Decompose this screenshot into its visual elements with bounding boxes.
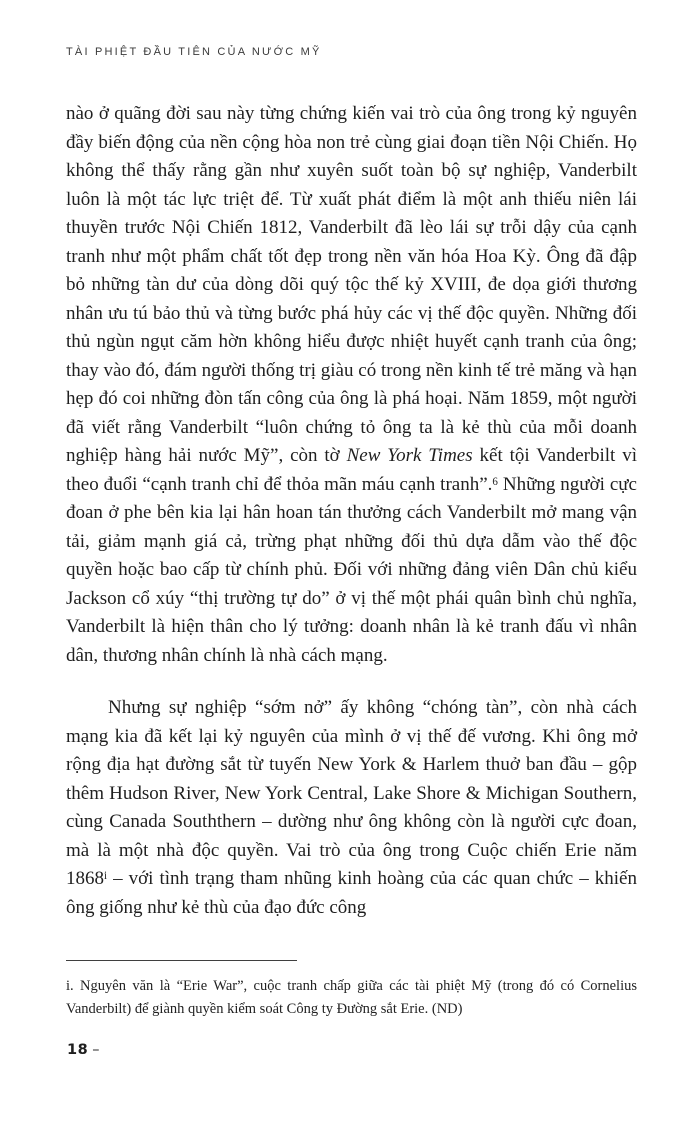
footnote-separator bbox=[66, 960, 297, 961]
running-header: TÀI PHIỆT ĐẦU TIÊN CỦA NƯỚC MỸ bbox=[66, 46, 322, 58]
paragraph-1: nào ở quãng đời sau này từng chứng kiến vai trò của ông trong kỷ nguyên đầy biến động của nền cộng hòa non trẻ cùng giai đoạn tiền Nội Chiến. Họ không thể thấy rằng gần như xuyên suốt toàn bộ sự nghiệp, Vanderbilt luôn là một tác lực triệt để. Từ xuất phát điểm là một anh thiếu niên lái thuyền trước Nội Chiến 1812, Vanderbilt đã lèo lái sự trỗi dậy của cạnh tranh như một phẩm chất tốt đẹp trong nền văn hóa Hoa Kỳ. Ông đã đập bỏ những tàn dư của dòng dõi quý tộc thế kỷ XVIII, đe dọa giới thương nhân ưu tú bảo thủ và từng bước phá hủy các vị thế độc quyền. Những đối thủ ngùn ngụt căm hờn không hiểu được nhiệt huyết cạnh tranh của ông; thay vào đó, đám người thống trị giàu có trong nền kinh tế trẻ măng và hạn hẹp đó coi những đòn tấn công của ông là phá hoại. Năm 1859, một người đã viết rằng Vanderbilt “luôn chứng tỏ ông ta là kẻ thù của mỗi doanh nghiệp hàng hải nước Mỹ”, còn tờ New York Times kết tội Vanderbilt vì theo đuổi “cạnh tranh chỉ để thỏa mãn máu cạnh tranh”.$^6$ Những người cực đoan ở phe bên kia lại hân hoan tán thưởng cách Vanderbilt mở mang vận tải, giảm mạnh giá cả, trừng phạt những đối thủ dựa dẫm vào thế độc quyền hoặc bao cấp từ chính phủ. Đối với những đảng viên Dân chủ kiểu Jackson cổ xúy “thị trường tự do” ở vị thế một phái quân bình chủ nghĩa, Vanderbilt là hiện thân cho lý tưởng: doanh nhân là kẻ tranh đấu vì nhân dân, thương nhân chính là nhà cách mạng. bbox=[66, 103, 637, 666]
body-text bbox=[66, 100, 637, 922]
page-number-dash: – bbox=[92, 1042, 100, 1058]
paragraph-2: Nhưng sự nghiệp “sớm nở” ấy không “chóng tàn”, còn nhà cách mạng kia đã kết lại kỷ nguyên của mình ở vị thế đế vương. Khi ông mở rộng địa hạt đường sắt từ tuyến New York & Harlem thuở ban đầu – gộp thêm Hudson River, New York Central, Lake Shore & Michigan Southern, cùng Canada Souththern – dường như ông không còn là người cực đoan, mà là một nhà độc quyền. Vai trò của ông trong Cuộc chiến Erie năm 1868$^i$ – với tình trạng tham nhũng kinh hoàng của các quan chức – khiến ông giống như kẻ thù của đạo đức công bbox=[66, 697, 637, 918]
footnote-text: i. Nguyên văn là “Erie War”, cuộc tranh chấp giữa các tài phiệt Mỹ (trong đó có Cornelius Vanderbilt) để giành quyền kiểm soát Công ty Đường sắt Erie. (ND) bbox=[66, 978, 637, 1017]
page-number-value: 18 bbox=[67, 1042, 89, 1058]
footnote-block bbox=[66, 960, 637, 1020]
page-number bbox=[67, 1042, 100, 1058]
